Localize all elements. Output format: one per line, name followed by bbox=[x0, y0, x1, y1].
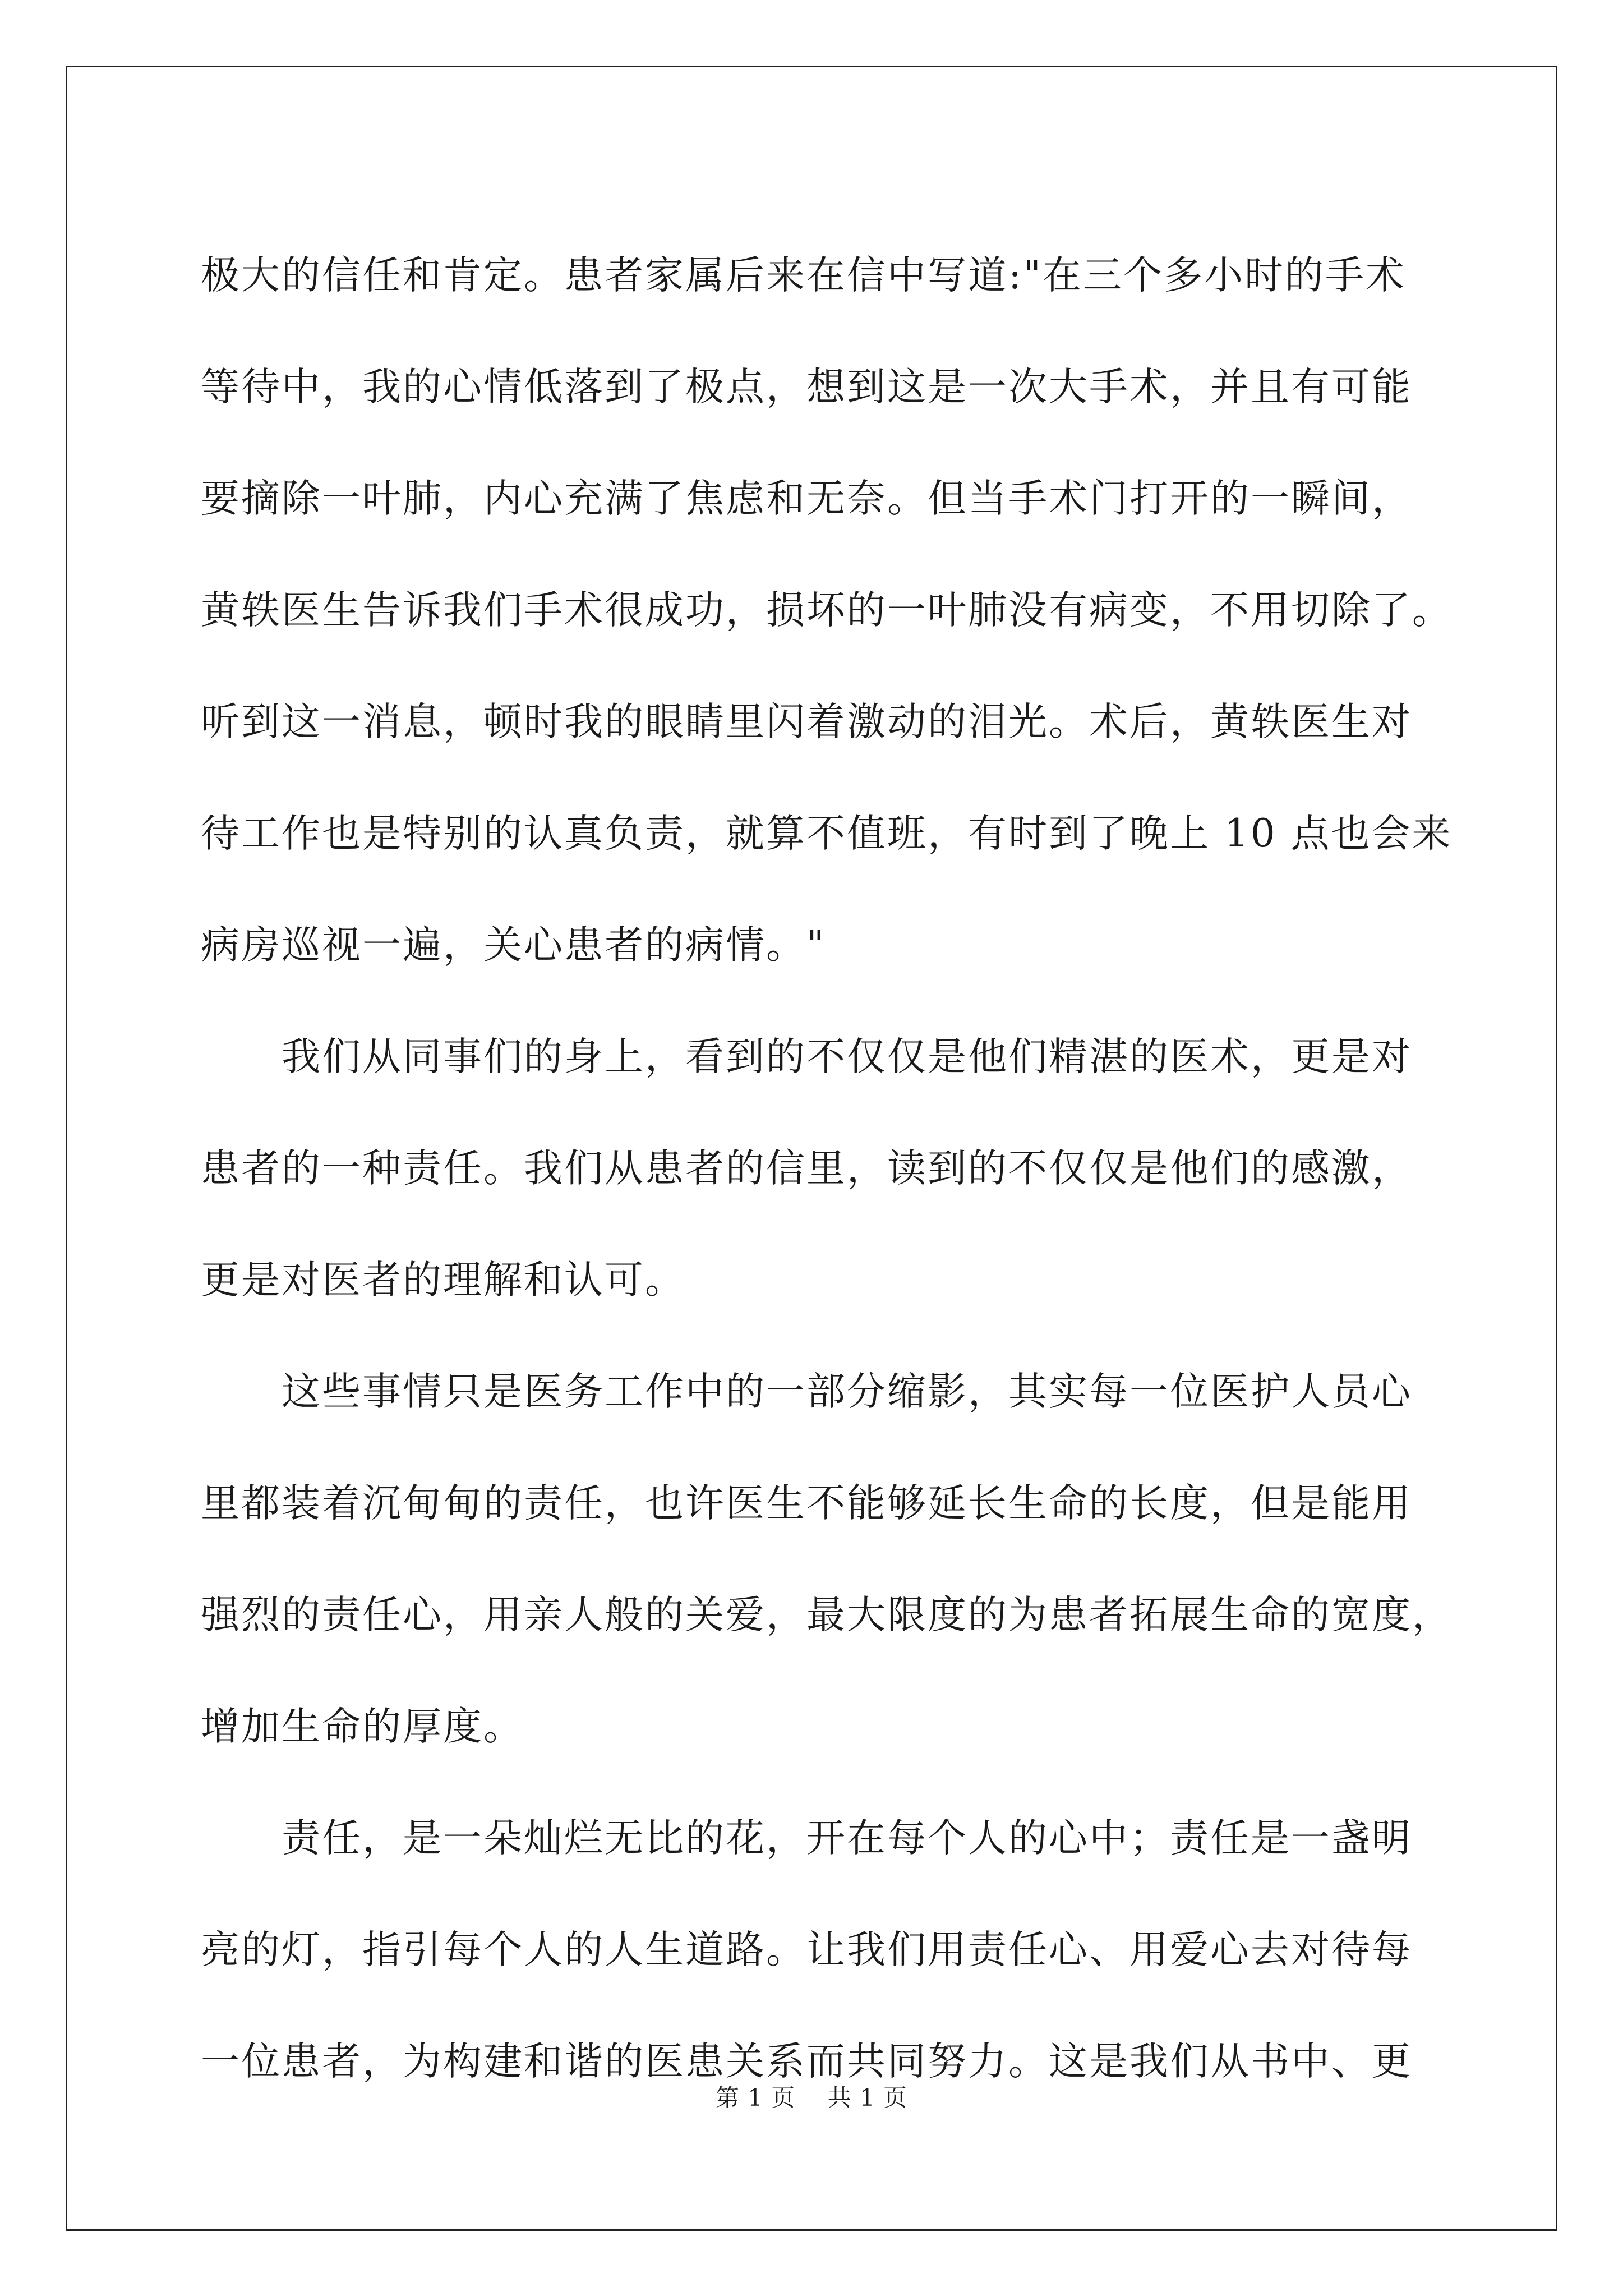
text-line: 这些事情只是医务工作中的一部分缩影，其实每一位医护人员心 bbox=[282, 1369, 1412, 1414]
text-line: 黄轶医生告诉我们手术很成功，损坏的一叶肺没有病变，不用切除了。 bbox=[201, 588, 1453, 633]
text-line: 一位患者，为构建和谐的医患关系而共同努力。这是我们从书中、更 bbox=[201, 2039, 1412, 2084]
text-line: 待工作也是特别的认真负责，就算不值班，有时到了晚上 10 点也会来 bbox=[201, 811, 1453, 856]
page-number: 第 1 页 bbox=[715, 2084, 796, 2111]
text-line: 责任，是一朵灿烂无比的花，开在每个人的心中；责任是一盏明 bbox=[282, 1816, 1412, 1861]
document-body bbox=[201, 220, 1457, 2118]
page-total: 共 1 页 bbox=[827, 2084, 908, 2111]
text-line: 亮的灯，指引每个人的人生道路。让我们用责任心、用爱心去对待每 bbox=[201, 1927, 1412, 1972]
paragraph-2 bbox=[201, 1001, 1457, 1336]
page-footer bbox=[0, 2081, 1623, 2115]
text-line: 更是对医者的理解和认可。 bbox=[201, 1258, 685, 1303]
text-line: 里都装着沉甸甸的责任，也许医生不能够延长生命的长度，但是能用 bbox=[201, 1481, 1412, 1526]
text-line: 强烈的责任心，用亲人般的关爱，最大限度的为患者拓展生命的宽度， bbox=[201, 1593, 1453, 1637]
text-line: 要摘除一叶肺，内心充满了焦虑和无奈。但当手术门打开的一瞬间， bbox=[201, 476, 1412, 521]
paragraph-3 bbox=[201, 1336, 1457, 1783]
text-line: 患者的一种责任。我们从患者的信里，读到的不仅仅是他们的感激， bbox=[201, 1146, 1412, 1191]
text-line: 增加生命的厚度。 bbox=[201, 1704, 524, 1749]
text-line: 等待中，我的心情低落到了极点，想到这是一次大手术，并且有可能 bbox=[201, 365, 1412, 409]
text-line: 病房巡视一遍，关心患者的病情。" bbox=[201, 923, 826, 968]
paragraph-1 bbox=[201, 220, 1457, 1001]
text-line: 极大的信任和肯定。患者家属后来在信中写道:"在三个多小时的手术 bbox=[201, 253, 1406, 298]
text-line: 听到这一消息，顿时我的眼睛里闪着激动的泪光。术后，黄轶医生对 bbox=[201, 700, 1412, 744]
text-line: 我们从同事们的身上，看到的不仅仅是他们精湛的医术，更是对 bbox=[282, 1034, 1412, 1079]
paragraph-4 bbox=[201, 1783, 1457, 2118]
